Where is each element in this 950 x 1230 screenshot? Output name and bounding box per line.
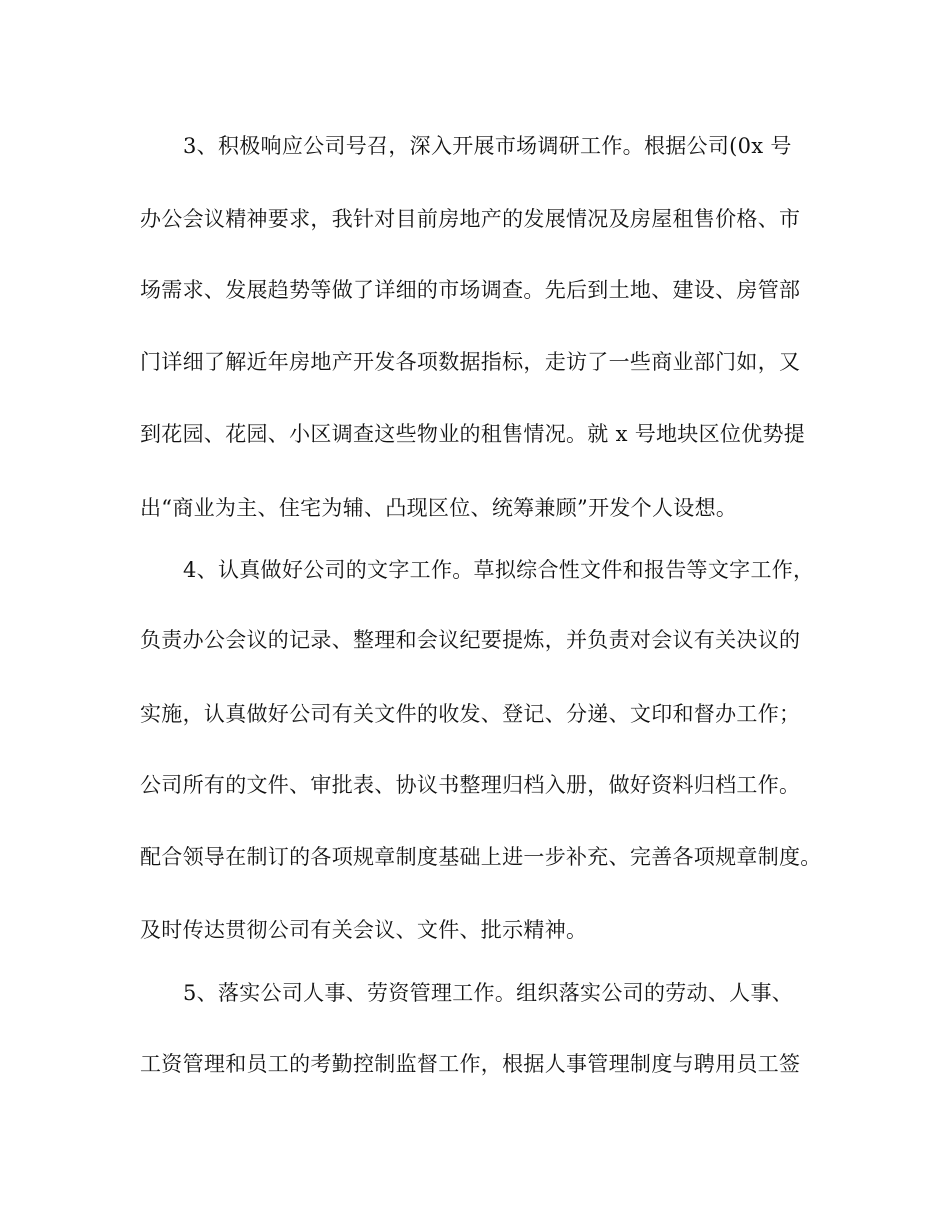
paragraph-4-line-4: 公司所有的文件、审批表、协议书整理归档入册，做好资料归档工作。 — [140, 773, 801, 797]
paragraph-3-line-2: 办公会议精神要求，我针对目前房地产的发展情况及房屋租售价格、市 — [140, 207, 801, 231]
paragraph-3-line-4: 门详细了解近年房地产开发各项数据指标，走访了一些商业部门如，又 — [140, 350, 801, 374]
paragraph-3-line-1: 3、积极响应公司号召，深入开展市场调研工作。根据公司(0x 号 — [183, 134, 792, 158]
paragraph-3-line-3: 场需求、发展趋势等做了详细的市场调查。先后到土地、建设、房管部 — [140, 278, 801, 302]
paragraph-3-line-6: 出“商业为主、住宅为辅、凸现区位、统筹兼顾”开发个人设想。 — [140, 496, 738, 520]
paragraph-5-line-1: 5、落实公司人事、劳资管理工作。组织落实公司的劳动、人事、 — [183, 981, 794, 1005]
paragraph-4-line-2: 负责办公会议的记录、整理和会议纪要提炼，并负责对会议有关决议的 — [140, 628, 801, 652]
paragraph-4-line-1: 4、认真做好公司的文字工作。草拟综合性文件和报告等文字工作， — [183, 558, 815, 582]
paragraph-3-line-5: 到花园、花园、小区调查这些物业的租售情况。就 x 号地块区位优势提 — [140, 422, 806, 446]
paragraph-5-line-2: 工资管理和员工的考勤控制监督工作，根据人事管理制度与聘用员工签 — [140, 1052, 801, 1076]
paragraph-4-line-6: 及时传达贯彻公司有关会议、文件、批示精神。 — [140, 918, 588, 942]
paragraph-4-line-3: 实施，认真做好公司有关文件的收发、登记、分递、文印和督办工作； — [140, 702, 801, 726]
paragraph-4-line-5: 配合领导在制订的各项规章制度基础上进一步补充、完善各项规章制度。 — [140, 845, 822, 869]
